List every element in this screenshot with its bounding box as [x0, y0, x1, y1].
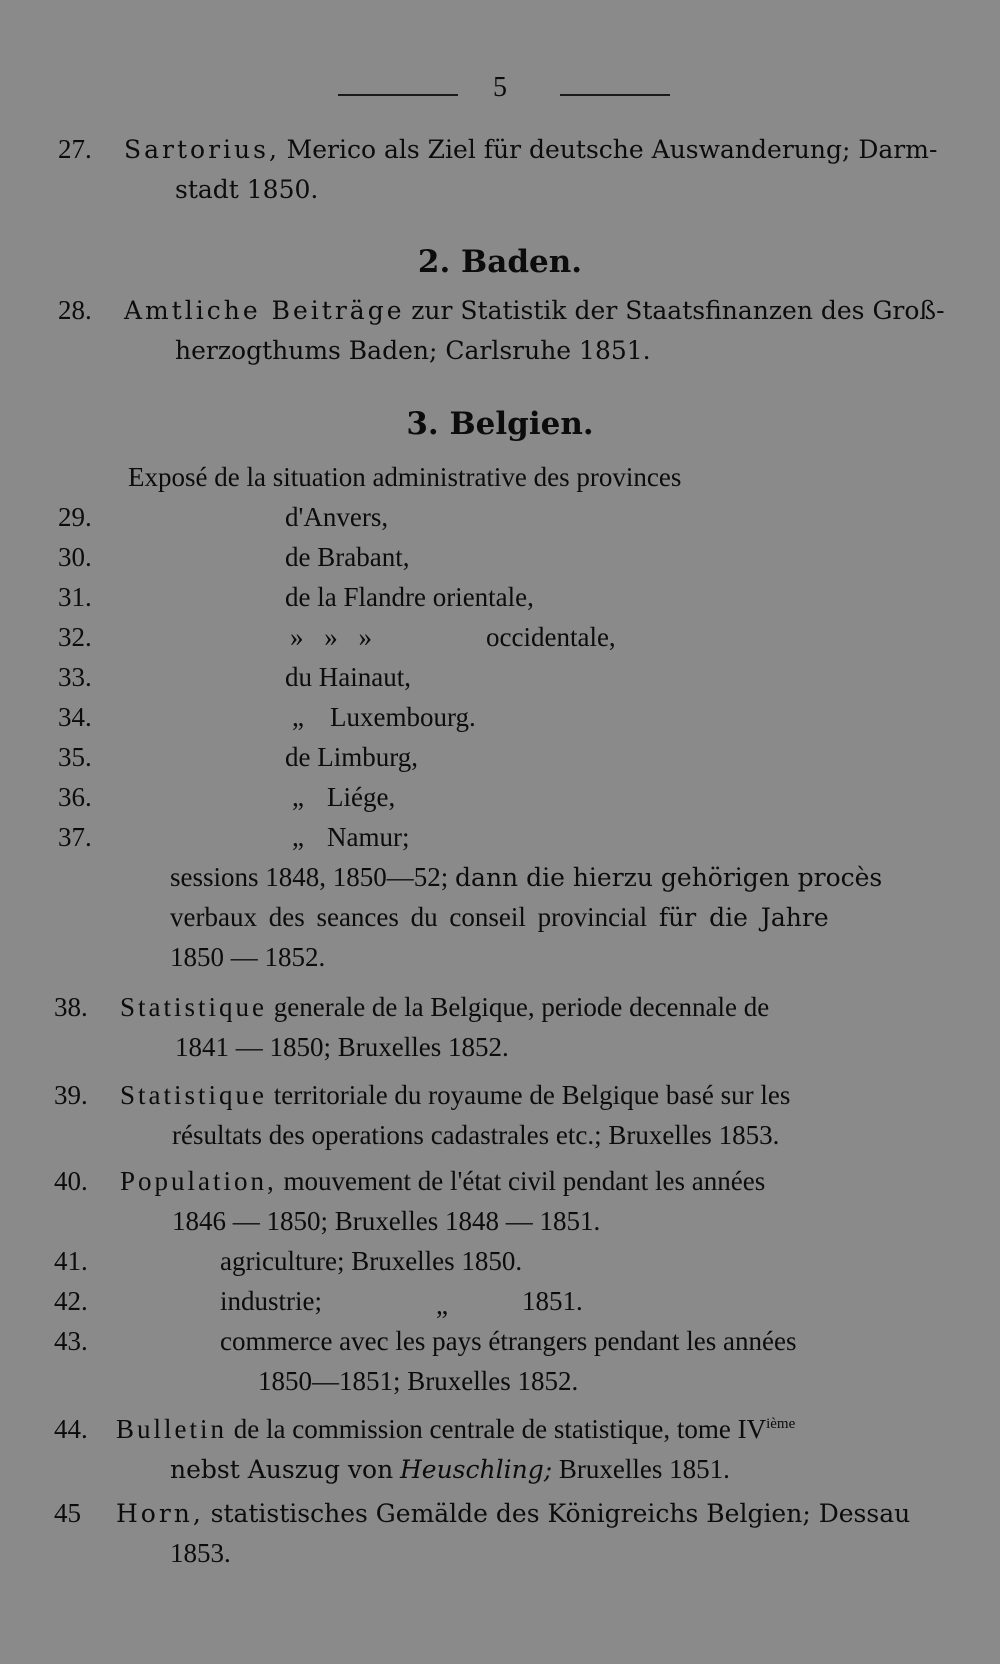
entry-line: agriculture; Bruxelles 1850. — [220, 1246, 523, 1276]
entry-line: stadt 1850. — [175, 175, 319, 204]
entry-line: 1841 — 1850; Bruxelles 1852. — [175, 1032, 509, 1062]
province: de Brabant, — [285, 542, 410, 572]
superscript: ième — [766, 1416, 796, 1432]
entry-number: 27. — [58, 134, 92, 164]
entry-number: 31. — [58, 582, 92, 612]
sessions-line — [170, 902, 829, 933]
section-heading-baden: 2. Baden. — [417, 244, 583, 280]
province: occidentale, — [486, 622, 616, 652]
entry-number: 33. — [58, 662, 92, 692]
entry-number: 34. — [58, 702, 92, 732]
entry-number: 28. — [58, 295, 92, 325]
entry-line — [116, 1498, 910, 1529]
entry-number: 35. — [58, 742, 92, 772]
entry-title: zur Statistik der Staatsfinanzen des Groß- — [411, 296, 945, 325]
entry-author: Sartorius, — [124, 135, 280, 164]
entry-line — [120, 992, 769, 1023]
header-rule-right — [560, 94, 670, 96]
entry-line: commerce avec les pays étrangers pendant les années — [220, 1326, 797, 1356]
entry-line: 1846 — 1850; Bruxelles 1848 — 1851. — [172, 1206, 601, 1236]
entry-title: mouvement de l'état civil pendant les années — [283, 1166, 766, 1196]
entry-title: Merico als Ziel für deutsche Auswanderung; Darm- — [286, 135, 938, 164]
province: de la Flandre orientale, — [285, 582, 534, 612]
province: Namur; — [327, 822, 410, 852]
entry-number: 41. — [54, 1246, 88, 1276]
entry-author-italic: Heuschling; — [399, 1455, 553, 1484]
ditto-marks: „ — [292, 782, 304, 812]
section-heading-belgien: 3. Belgien. — [406, 406, 594, 442]
entry-number: 37. — [58, 822, 92, 852]
entry-line — [170, 1454, 730, 1485]
entry-line: 1853. — [170, 1538, 231, 1568]
entry-title: territoriale du royaume de Belgique basé sur les — [273, 1080, 791, 1110]
sessions-line — [170, 862, 882, 893]
entry-author: Amtliche Beiträge — [124, 296, 405, 325]
entry-number: 29. — [58, 502, 92, 532]
entry-number: 30. — [58, 542, 92, 572]
entry-line: industrie; — [220, 1286, 322, 1316]
province: du Hainaut, — [285, 662, 411, 692]
ditto-marks: » » » — [290, 622, 372, 652]
entry-title: statistisches Gemälde des Königreichs Belgien; Dessau — [210, 1499, 911, 1528]
entry-line: 1850—1851; Bruxelles 1852. — [258, 1366, 579, 1396]
province: Luxembourg. — [330, 702, 476, 732]
sessions-line: 1850 — 1852. — [170, 942, 326, 972]
entry-number: 44. — [54, 1414, 88, 1444]
sessions-text: sessions 1848, 1850—52; — [170, 862, 449, 892]
entry-lead: Bulletin — [116, 1414, 227, 1444]
entry-year: 1851. — [522, 1286, 583, 1316]
entry-number: 36. — [58, 782, 92, 812]
page-number: 5 — [493, 72, 507, 103]
entry-line — [120, 1080, 790, 1111]
sessions-text: verbaux des seances du conseil provincial — [170, 902, 648, 932]
entry-line: résultats des operations cadastrales etc.; Bruxelles 1853. — [172, 1120, 780, 1150]
entry-number: 42. — [54, 1286, 88, 1316]
entry-line — [124, 295, 945, 326]
entry-number: 39. — [54, 1080, 88, 1110]
sessions-german: für die Jahre — [658, 903, 829, 932]
entry-lead: Statistique — [120, 992, 267, 1022]
entry-number: 40. — [54, 1166, 88, 1196]
province: de Limburg, — [285, 742, 418, 772]
sessions-german: dann die hierzu gehörigen procès — [455, 863, 883, 892]
ditto-marks: „ — [292, 702, 304, 732]
entry-number: 32. — [58, 622, 92, 652]
entry-lead: Horn, — [116, 1499, 204, 1528]
ditto-marks: „ — [436, 1290, 448, 1320]
entry-lead: Statistique — [120, 1080, 267, 1110]
entry-number: 38. — [54, 992, 88, 1022]
entry-line — [120, 1166, 765, 1197]
expose-title: Exposé de la situation administrative des provinces — [128, 462, 682, 492]
entry-line — [116, 1414, 795, 1445]
entry-number: 43. — [54, 1326, 88, 1356]
ditto-marks: „ — [292, 822, 304, 852]
province: d'Anvers, — [285, 502, 389, 532]
entry-place: Bruxelles 1851. — [558, 1454, 730, 1484]
province: Liége, — [327, 782, 396, 812]
entry-german: nebst Auszug von — [170, 1455, 394, 1484]
entry-line: herzogthums Baden; Carlsruhe 1851. — [175, 336, 651, 365]
entry-title: generale de la Belgique, periode decennale de — [273, 992, 770, 1022]
entry-lead: Population, — [120, 1166, 277, 1196]
entry-title: de la commission centrale de statistique, tome IV — [233, 1414, 767, 1444]
entry-number: 45 — [54, 1498, 81, 1528]
entry-line — [124, 134, 937, 165]
